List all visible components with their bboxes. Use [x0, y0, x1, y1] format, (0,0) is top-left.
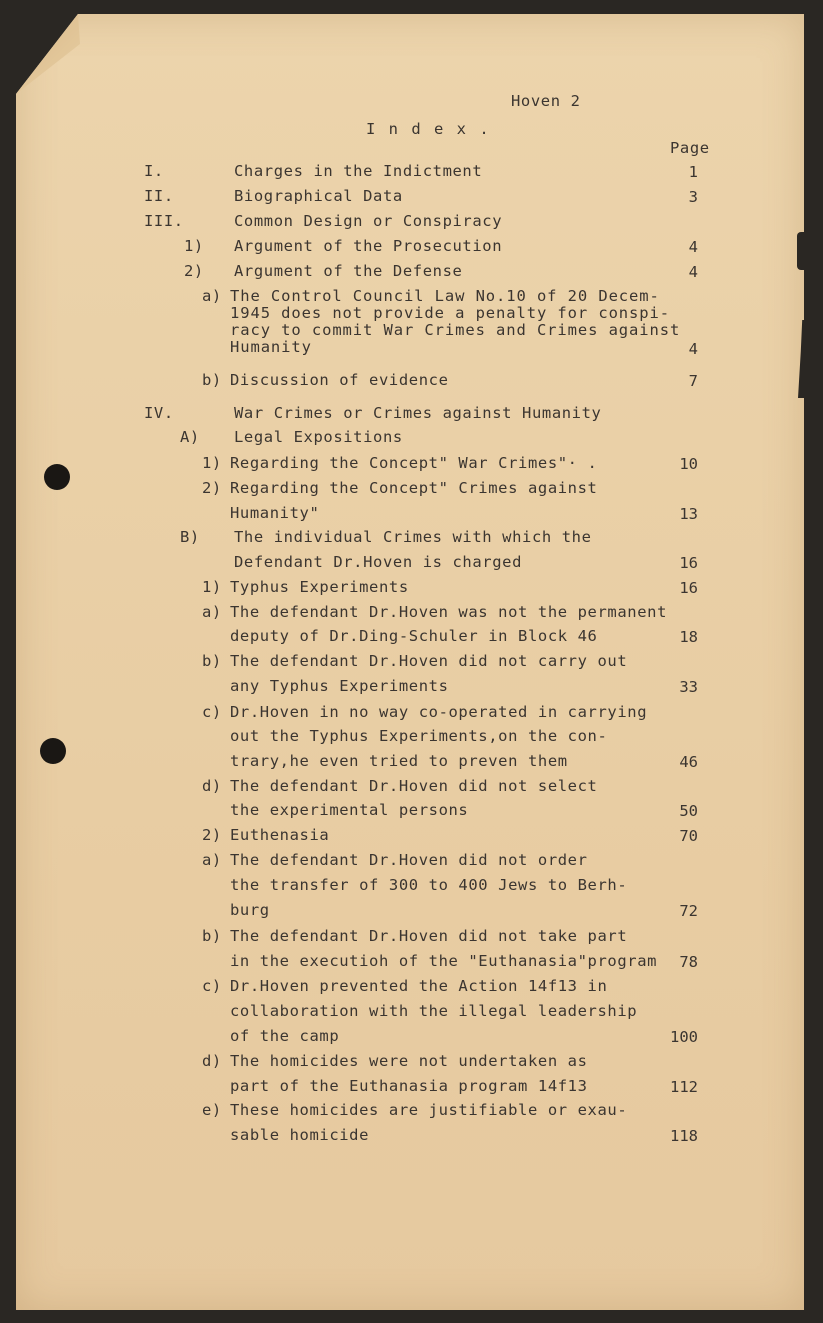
entry-page-number: 70 — [679, 827, 698, 845]
entry-title: Regarding the Concept" Crimes against — [230, 479, 598, 497]
entry-title: Biographical Data — [234, 187, 403, 205]
entry-number: 2) — [184, 262, 204, 280]
entry-title: The individual Crimes with which the — [234, 528, 592, 546]
entry-number: IV. — [144, 404, 174, 422]
document-reference: Hoven 2 — [511, 92, 581, 110]
entry-number: b) — [202, 371, 222, 389]
entry-title: Dr.Hoven in no way co-operated in carrying — [230, 703, 648, 721]
entry-title: trary,he even tried to preven them — [230, 752, 568, 770]
entry-page-number: 10 — [679, 455, 698, 473]
entry-title: Argument of the Prosecution — [234, 237, 503, 255]
entry-title: the transfer of 300 to 400 Jews to Berh- — [230, 876, 628, 894]
entry-title: Euthenasia — [230, 826, 330, 844]
entry-number: 1) — [184, 237, 204, 255]
entry-title: The homicides were not undertaken as — [230, 1052, 588, 1070]
entry-title: Humanity — [230, 338, 312, 356]
entry-page-number: 50 — [679, 802, 698, 820]
entry-page-number: 33 — [679, 678, 698, 696]
entry-number: c) — [202, 703, 222, 721]
entry-page-number: 46 — [679, 753, 698, 771]
entry-title: The Control Council Law No.10 of 20 Decem- — [230, 287, 660, 305]
entry-title: Dr.Hoven prevented the Action 14f13 in — [230, 977, 608, 995]
entry-page-number: 100 — [670, 1028, 698, 1046]
edge-tear — [797, 232, 805, 270]
entry-number: d) — [202, 777, 222, 795]
entry-number: a) — [202, 287, 222, 305]
entry-page-number: 78 — [679, 953, 698, 971]
entry-title: deputy of Dr.Ding-Schuler in Block 46 — [230, 627, 598, 645]
entry-page-number: 1 — [688, 163, 698, 181]
entry-title: of the camp — [230, 1027, 340, 1045]
page-column-label: Page — [670, 139, 710, 157]
entry-page-number: 3 — [688, 188, 698, 206]
entry-number: c) — [202, 977, 222, 995]
entry-page-number: 4 — [688, 238, 698, 256]
entry-title: sable homicide — [230, 1126, 370, 1144]
entry-number: b) — [202, 652, 222, 670]
entry-title: The defendant Dr.Hoven did not take part — [230, 927, 628, 945]
entry-title: the experimental persons — [230, 801, 469, 819]
entry-title: any Typhus Experiments — [230, 677, 449, 695]
entry-title: burg — [230, 901, 270, 919]
entry-page-number: 16 — [679, 579, 698, 597]
entry-number: b) — [202, 927, 222, 945]
entry-title: The defendant Dr.Hoven did not carry out — [230, 652, 628, 670]
punch-hole — [44, 464, 70, 490]
entry-title: Legal Expositions — [234, 428, 403, 446]
entry-page-number: 18 — [679, 628, 698, 646]
entry-title: Regarding the Concept" War Crimes"· . — [230, 454, 598, 472]
entry-page-number: 13 — [679, 505, 698, 523]
entry-title: These homicides are justifiable or exau- — [230, 1101, 628, 1119]
entry-title: part of the Euthanasia program 14f13 — [230, 1077, 588, 1095]
entry-page-number: 16 — [679, 554, 698, 572]
entry-number: II. — [144, 187, 174, 205]
entry-number: 1) — [202, 578, 222, 596]
entry-title: out the Typhus Experiments,on the con- — [230, 727, 608, 745]
entry-title: 1945 does not provide a penalty for conspi- — [230, 304, 670, 322]
entry-page-number: 118 — [670, 1127, 698, 1145]
entry-number: 2) — [202, 479, 222, 497]
entry-number: I. — [144, 162, 164, 180]
entry-title: Charges in the Indictment — [234, 162, 483, 180]
entry-page-number: 7 — [688, 372, 698, 390]
entry-title: racy to commit War Crimes and Crimes against — [230, 321, 681, 339]
entry-title: Humanity" — [230, 504, 320, 522]
entry-number: a) — [202, 603, 222, 621]
entry-title: Defendant Dr.Hoven is charged — [234, 553, 523, 571]
index-title: I n d e x . — [366, 120, 491, 138]
entry-title: The defendant Dr.Hoven was not the permanent — [230, 603, 667, 621]
entry-number: a) — [202, 851, 222, 869]
entry-number: III. — [144, 212, 184, 230]
entry-page-number: 112 — [670, 1078, 698, 1096]
entry-title: The defendant Dr.Hoven did not order — [230, 851, 588, 869]
entry-title: collaboration with the illegal leadership — [230, 1002, 638, 1020]
entry-title: Discussion of evidence — [230, 371, 449, 389]
entry-title: The defendant Dr.Hoven did not select — [230, 777, 598, 795]
entry-title: Typhus Experiments — [230, 578, 409, 596]
punch-hole — [40, 738, 66, 764]
entry-number: 1) — [202, 454, 222, 472]
entry-number: B) — [180, 528, 200, 546]
entry-title: in the executioh of the "Euthanasia"program — [230, 952, 658, 970]
entry-title: Common Design or Conspiracy — [234, 212, 503, 230]
entry-number: d) — [202, 1052, 222, 1070]
entry-number: e) — [202, 1101, 222, 1119]
entry-title: Argument of the Defense — [234, 262, 463, 280]
entry-number: A) — [180, 428, 200, 446]
entry-page-number: 72 — [679, 902, 698, 920]
entry-number: 2) — [202, 826, 222, 844]
entry-page-number: 4 — [688, 263, 698, 281]
entry-title: War Crimes or Crimes against Humanity — [234, 404, 602, 422]
entry-page-number: 4 — [688, 340, 698, 358]
